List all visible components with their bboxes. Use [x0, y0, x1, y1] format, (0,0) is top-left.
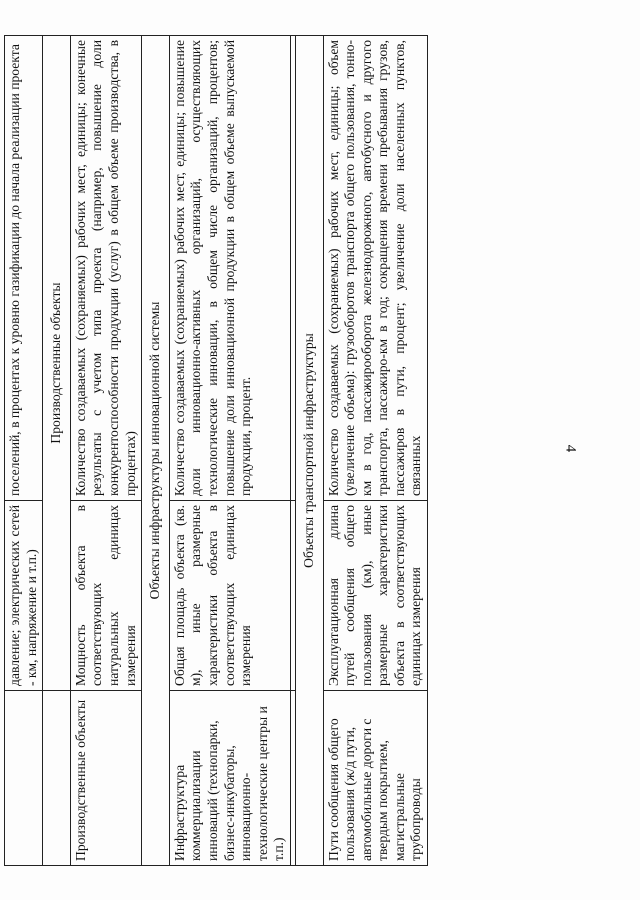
- section-row: [142, 36, 170, 866]
- page-number: 4: [562, 444, 579, 453]
- cell-indicator-top: давление; электрических сетей - км, напряжение и т.п.): [5, 501, 43, 691]
- rotated-table-container: [4, 36, 552, 866]
- table-row: [5, 36, 43, 866]
- cell-result-top: поселений, в процентах к уровню газификации до начала реализации проекта: [5, 36, 43, 501]
- cell-indicator-production: Мощность объекта в соответствующих натуральных единицах измерения: [70, 501, 141, 691]
- section-row: [43, 36, 71, 866]
- cell-name-innovation: Инфраструктура коммерциализации инноваций (технопарки, бизнес-инкубаторы, инновационно-технологические центры и т.п.): [169, 691, 290, 866]
- cell-name-top: [5, 691, 43, 866]
- cell-result-innovation: Количество создаваемых (сохраняемых) рабочих мест, единицы; повышение доли инновационно-активных организаций, осуществляющих технологические инновации, в общем числе организаций, процентов; повышение доли инновационной продукции в общем объеме выпускаемой продукции, процент.: [169, 36, 290, 501]
- cell-result-transport: Количество создаваемых (сохраняемых) рабочих мест, единицы; объем (увеличение объема): грузооборотов транспорта общего пользования, тонно-км в год, пассажирооборота железнодорожного, автобусного и другого транспорта, пассажиро-км в год; сокращения времени пребывания грузов, пассажиров в пути, процент; увеличение доли населенных пунктов, связанных: [323, 36, 428, 501]
- projects-table: [4, 35, 428, 866]
- section-empty-cell: [43, 691, 71, 866]
- table-row: [169, 36, 290, 866]
- cell-indicator-innovation: Общая площадь объекта (кв. м), иные размерные характеристики объекта в соответствующих единицах измерения: [169, 501, 290, 691]
- cell-name-production: Производственные объекты: [70, 691, 141, 866]
- table-row: [70, 36, 141, 866]
- cell-name-transport: Пути сообщения общего пользования (ж/д пути, автомобильные дороги с твердым покрытием, магистральные трубопроводы: [323, 691, 428, 866]
- section-transport-title: Объекты транспортной инфраструктуры: [295, 36, 323, 866]
- section-production-title: Производственные объекты: [43, 36, 71, 691]
- section-innovation-title: Объекты инфраструктуры инновационной системы: [142, 36, 170, 866]
- section-row: [295, 36, 323, 866]
- cell-result-production: Количество создаваемых (сохраняемых) рабочих мест, единицы; конечные результаты с учетом типа проекта (например, повышение доли конкурентоспособности продукции (услуг) в общем объеме производства, в процентах): [70, 36, 141, 501]
- cell-indicator-transport: Эксплуатационная длина путей сообщения общего пользования (км), иные размерные характеристики объекта в соответствующих единицах измерения: [323, 501, 428, 691]
- table-row: [323, 36, 428, 866]
